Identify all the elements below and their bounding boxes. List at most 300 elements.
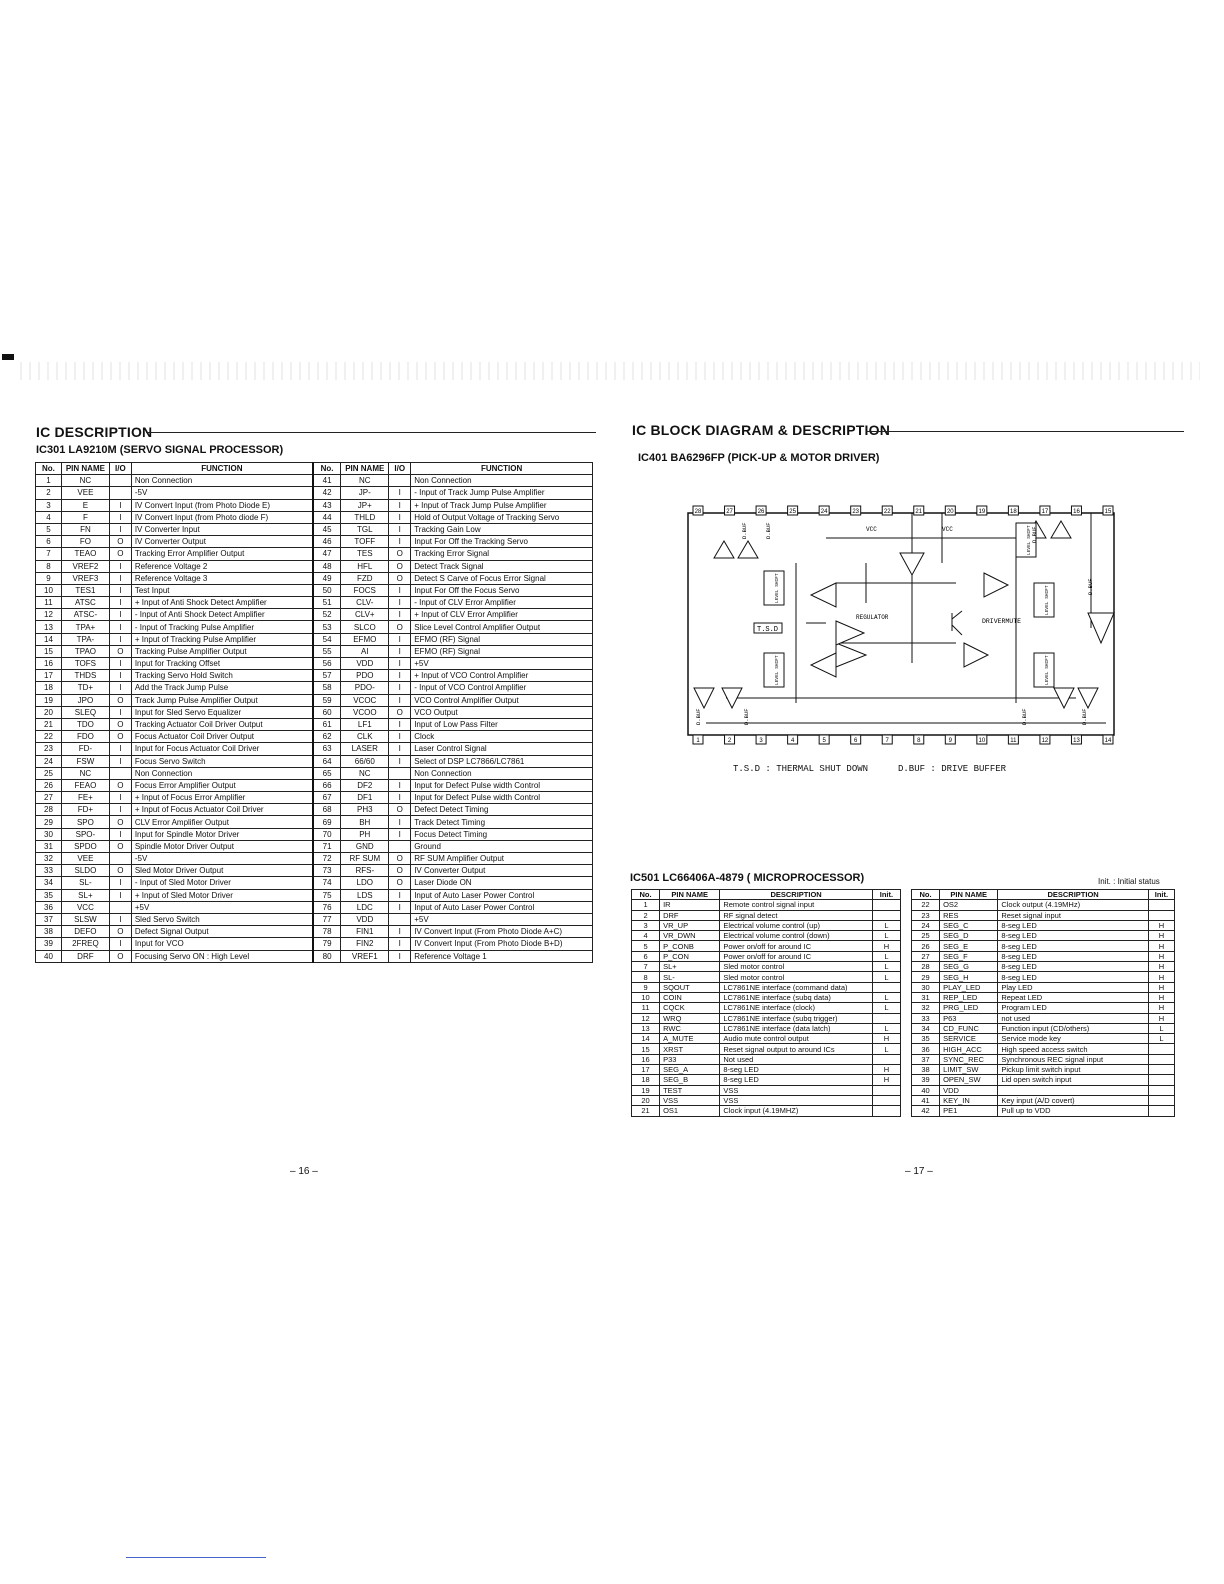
table-row bbox=[36, 840, 593, 852]
table-cell: O bbox=[389, 621, 411, 633]
table-row bbox=[912, 920, 1175, 930]
level-shift-boxes bbox=[764, 523, 1054, 687]
table-cell: I bbox=[109, 584, 131, 596]
table-cell: LIMIT_SW bbox=[940, 1065, 998, 1075]
table-cell: -5V bbox=[131, 487, 313, 499]
table-cell: + Input of Anti Shock Detect Amplifier bbox=[131, 597, 313, 609]
table-cell: P_CONB bbox=[660, 941, 720, 951]
table-cell: 4 bbox=[36, 511, 62, 523]
table-row bbox=[912, 1023, 1175, 1033]
table-cell: Ground bbox=[411, 840, 593, 852]
table-cell: CQCK bbox=[660, 1003, 720, 1013]
table-cell: Tracking Error Signal bbox=[411, 548, 593, 560]
table-cell: VCO Output bbox=[411, 706, 593, 718]
table-cell: HFL bbox=[341, 560, 389, 572]
table-cell: REP_LED bbox=[940, 992, 998, 1002]
table-row bbox=[912, 910, 1175, 920]
right-page-number: – 17 – bbox=[905, 1166, 933, 1177]
ic401-block-diagram bbox=[686, 503, 1122, 749]
table-cell: Audio mute control output bbox=[720, 1034, 873, 1044]
table-cell: 32 bbox=[36, 853, 62, 865]
table-cell: I bbox=[389, 658, 411, 670]
ic501-left-header-row bbox=[632, 890, 901, 900]
table-cell: O bbox=[109, 950, 131, 962]
ic301-pin-table bbox=[35, 462, 593, 963]
table-cell: RFS- bbox=[341, 865, 389, 877]
table-cell bbox=[872, 900, 900, 910]
table-cell: A_MUTE bbox=[660, 1034, 720, 1044]
table-cell: Sled Motor Driver Output bbox=[131, 865, 313, 877]
table-cell: BH bbox=[341, 816, 389, 828]
table-cell: Tracking Servo Hold Switch bbox=[131, 670, 313, 682]
table-cell: SEG_H bbox=[940, 972, 998, 982]
center-buffer bbox=[900, 553, 924, 575]
table-cell: 3 bbox=[632, 920, 660, 930]
table-cell: SLSW bbox=[61, 913, 109, 925]
pin-number: 2 bbox=[727, 738, 732, 744]
table-cell: Focus Servo Switch bbox=[131, 755, 313, 767]
table-cell: SPO- bbox=[61, 828, 109, 840]
table-cell: Play LED bbox=[998, 982, 1149, 992]
table-cell: 42 bbox=[313, 487, 341, 499]
table-row bbox=[912, 1065, 1175, 1075]
header-cell: No. bbox=[313, 463, 341, 475]
table-cell: 9 bbox=[632, 982, 660, 992]
table-cell: 23 bbox=[912, 910, 940, 920]
table-cell: 32 bbox=[912, 1003, 940, 1013]
table-cell: I bbox=[389, 609, 411, 621]
table-cell: 47 bbox=[313, 548, 341, 560]
table-row bbox=[36, 584, 593, 596]
table-cell: 8 bbox=[632, 972, 660, 982]
table-cell: 24 bbox=[912, 920, 940, 930]
pin-number: 19 bbox=[978, 509, 986, 515]
table-cell: - Input of Sled Motor Driver bbox=[131, 877, 313, 889]
table-row bbox=[36, 511, 593, 523]
table-cell: Clock bbox=[411, 731, 593, 743]
table-cell: H bbox=[1148, 982, 1174, 992]
table-cell: FIN2 bbox=[341, 938, 389, 950]
dbuf-bottom-1 bbox=[694, 688, 714, 708]
pin-number: 6 bbox=[854, 738, 858, 744]
table-cell: 41 bbox=[912, 1095, 940, 1105]
table-cell bbox=[389, 475, 411, 487]
table-cell: JP- bbox=[341, 487, 389, 499]
header-cell: FUNCTION bbox=[411, 463, 593, 475]
amp-left-2 bbox=[811, 653, 836, 677]
pin-number: 28 bbox=[694, 509, 702, 515]
table-cell: Detect Track Signal bbox=[411, 560, 593, 572]
table-row bbox=[36, 645, 593, 657]
table-cell: SL- bbox=[61, 877, 109, 889]
table-cell: IV Convert Input (from Photo Diode E) bbox=[131, 499, 313, 511]
amp-right-1 bbox=[984, 573, 1008, 597]
table-row bbox=[632, 1065, 901, 1075]
table-cell: I bbox=[389, 901, 411, 913]
table-cell: I bbox=[109, 743, 131, 755]
table-cell: 60 bbox=[313, 706, 341, 718]
table-row bbox=[36, 670, 593, 682]
table-cell: 44 bbox=[313, 511, 341, 523]
table-cell: I bbox=[389, 633, 411, 645]
table-cell: JPO bbox=[61, 694, 109, 706]
table-cell: LC7861NE interface (data latch) bbox=[720, 1023, 873, 1033]
table-row bbox=[912, 1013, 1175, 1023]
table-row bbox=[632, 1075, 901, 1085]
table-cell: THDS bbox=[61, 670, 109, 682]
table-cell: TES bbox=[341, 548, 389, 560]
table-cell: I bbox=[109, 658, 131, 670]
pin-number: 3 bbox=[759, 738, 763, 744]
table-cell: Input for Sled Servo Equalizer bbox=[131, 706, 313, 718]
table-cell: I bbox=[389, 694, 411, 706]
table-cell: H bbox=[1148, 1013, 1174, 1023]
table-cell: DEFO bbox=[61, 926, 109, 938]
table-cell: 8-seg LED bbox=[998, 972, 1149, 982]
table-cell: 8-seg LED bbox=[720, 1075, 873, 1085]
table-cell: DF2 bbox=[341, 779, 389, 791]
table-cell: Input For Off the Focus Servo bbox=[411, 584, 593, 596]
table-cell: Power on/off for around IC bbox=[720, 941, 873, 951]
table-cell: I bbox=[389, 487, 411, 499]
table-cell: 25 bbox=[36, 767, 62, 779]
table-row bbox=[36, 792, 593, 804]
table-cell bbox=[872, 1095, 900, 1105]
table-cell: 16 bbox=[632, 1054, 660, 1064]
table-cell: LC7861NE interface (clock) bbox=[720, 1003, 873, 1013]
pin-number: 18 bbox=[1010, 509, 1017, 515]
table-cell: L bbox=[872, 951, 900, 961]
table-cell: Input for Defect Pulse width Control bbox=[411, 779, 593, 791]
regulator-amp bbox=[836, 621, 864, 645]
table-cell: XRST bbox=[660, 1044, 720, 1054]
table-cell: H bbox=[872, 941, 900, 951]
table-cell: Clock output (4.19MHz) bbox=[998, 900, 1149, 910]
table-cell: Input of Auto Laser Power Control bbox=[411, 889, 593, 901]
table-row bbox=[36, 536, 593, 548]
header-cell: PIN NAME bbox=[940, 890, 998, 900]
table-cell: I bbox=[109, 560, 131, 572]
drivermute-transistor bbox=[952, 611, 962, 635]
table-cell: DRF bbox=[61, 950, 109, 962]
table-cell: Reference Voltage 2 bbox=[131, 560, 313, 572]
table-cell: SPO bbox=[61, 816, 109, 828]
table-cell: I bbox=[389, 889, 411, 901]
table-cell: Track Jump Pulse Amplifier Output bbox=[131, 694, 313, 706]
table-cell: I bbox=[389, 755, 411, 767]
table-cell: E bbox=[61, 499, 109, 511]
table-cell: SEG_A bbox=[660, 1065, 720, 1075]
table-cell: I bbox=[109, 792, 131, 804]
table-row bbox=[36, 706, 593, 718]
table-cell: TOFS bbox=[61, 658, 109, 670]
table-cell: FIN1 bbox=[341, 926, 389, 938]
table-cell: NC bbox=[61, 767, 109, 779]
table-cell: KEY_IN bbox=[940, 1095, 998, 1105]
table-cell: Input for Spindle Motor Driver bbox=[131, 828, 313, 840]
table-cell: O bbox=[109, 926, 131, 938]
table-cell: 72 bbox=[313, 853, 341, 865]
table-cell: 2FREQ bbox=[61, 938, 109, 950]
table-cell: 6 bbox=[632, 951, 660, 961]
pin-number: 12 bbox=[1041, 738, 1049, 744]
table-row bbox=[36, 926, 593, 938]
table-cell: OS1 bbox=[660, 1106, 720, 1116]
table-row bbox=[36, 889, 593, 901]
table-row bbox=[632, 1003, 901, 1013]
table-cell: Slice Level Control Amplifier Output bbox=[411, 621, 593, 633]
table-cell bbox=[389, 767, 411, 779]
table-cell: Non Connection bbox=[131, 767, 313, 779]
pin-number: 13 bbox=[1073, 738, 1080, 744]
table-cell: L bbox=[1148, 1023, 1174, 1033]
table-cell: Sled motor control bbox=[720, 972, 873, 982]
table-cell: 31 bbox=[36, 840, 62, 852]
table-cell: 16 bbox=[36, 658, 62, 670]
table-cell: L bbox=[1148, 1034, 1174, 1044]
table-cell: SEG_D bbox=[940, 931, 998, 941]
table-cell: 3 bbox=[36, 499, 62, 511]
table-row bbox=[36, 475, 593, 487]
table-cell: 12 bbox=[36, 609, 62, 621]
table-cell: 36 bbox=[912, 1044, 940, 1054]
table-cell: TES1 bbox=[61, 584, 109, 596]
table-cell: PRG_LED bbox=[940, 1003, 998, 1013]
table-cell: 53 bbox=[313, 621, 341, 633]
table-cell: H bbox=[872, 1034, 900, 1044]
table-row bbox=[36, 633, 593, 645]
pin-number: 22 bbox=[883, 509, 891, 515]
table-row bbox=[36, 816, 593, 828]
table-cell: Focusing Servo ON : High Level bbox=[131, 950, 313, 962]
table-cell: O bbox=[109, 816, 131, 828]
table-cell bbox=[109, 475, 131, 487]
table-row bbox=[36, 609, 593, 621]
table-cell: Not used bbox=[720, 1054, 873, 1064]
table-cell: I bbox=[109, 828, 131, 840]
table-cell: H bbox=[1148, 920, 1174, 930]
table-cell: 78 bbox=[313, 926, 341, 938]
table-row bbox=[632, 951, 901, 961]
table-cell: IV Converter Output bbox=[411, 865, 593, 877]
table-row bbox=[36, 877, 593, 889]
table-cell: 76 bbox=[313, 901, 341, 913]
table-cell: H bbox=[1148, 941, 1174, 951]
table-cell: 77 bbox=[313, 913, 341, 925]
table-cell: I bbox=[109, 913, 131, 925]
table-cell: 11 bbox=[632, 1003, 660, 1013]
table-row bbox=[36, 743, 593, 755]
table-cell: TEAO bbox=[61, 548, 109, 560]
table-cell: VDD bbox=[341, 658, 389, 670]
ic-outline bbox=[688, 513, 1114, 735]
pin-number: 25 bbox=[789, 509, 796, 515]
table-row bbox=[36, 901, 593, 913]
table-cell: FN bbox=[61, 523, 109, 535]
table-cell: NC bbox=[341, 475, 389, 487]
table-cell: 15 bbox=[632, 1044, 660, 1054]
level-shift-label-5: LEVEL SHIFT bbox=[1045, 655, 1050, 685]
ic501-right-body bbox=[912, 900, 1175, 1116]
table-cell: IV Convert Input (From Photo Diode A+C) bbox=[411, 926, 593, 938]
table-cell: I bbox=[389, 779, 411, 791]
table-cell: VR_UP bbox=[660, 920, 720, 930]
table-cell: JP+ bbox=[341, 499, 389, 511]
table-cell: O bbox=[109, 718, 131, 730]
table-cell: 57 bbox=[313, 670, 341, 682]
table-cell: L bbox=[872, 1023, 900, 1033]
vcc-label-2: VCC bbox=[942, 526, 953, 533]
table-cell: + Input of CLV Error Amplifier bbox=[411, 609, 593, 621]
pin-number: 27 bbox=[726, 509, 733, 515]
table-cell: SYNC_REC bbox=[940, 1054, 998, 1064]
dbuf-right bbox=[1088, 613, 1114, 643]
table-cell: Sled motor control bbox=[720, 962, 873, 972]
table-cell: L bbox=[872, 992, 900, 1002]
table-cell: O bbox=[389, 706, 411, 718]
table-cell: VEE bbox=[61, 487, 109, 499]
table-cell: I bbox=[109, 682, 131, 694]
table-cell: + Input of Focus Error Amplifier bbox=[131, 792, 313, 804]
table-cell: Non Connection bbox=[411, 767, 593, 779]
level-shift-label-3: LEVEL SHIFT bbox=[1027, 525, 1032, 555]
table-cell: Function input (CD/others) bbox=[998, 1023, 1149, 1033]
table-cell: VSS bbox=[720, 1085, 873, 1095]
bottom-rule bbox=[126, 1557, 266, 1558]
table-cell bbox=[998, 1085, 1149, 1095]
table-cell: 75 bbox=[313, 889, 341, 901]
table-cell: SEG_C bbox=[940, 920, 998, 930]
dbuf-label-8: D.BUF bbox=[1081, 708, 1088, 725]
table-cell: VCC bbox=[61, 901, 109, 913]
table-cell: I bbox=[389, 536, 411, 548]
table-cell: O bbox=[109, 731, 131, 743]
table-cell: 17 bbox=[632, 1065, 660, 1075]
table-cell: - Input of Anti Shock Detect Amplifier bbox=[131, 609, 313, 621]
table-cell: TPAO bbox=[61, 645, 109, 657]
table-cell: 51 bbox=[313, 597, 341, 609]
ic501-right-header-row bbox=[912, 890, 1175, 900]
table-cell bbox=[389, 840, 411, 852]
table-cell: TPA+ bbox=[61, 621, 109, 633]
table-cell: VEE bbox=[61, 853, 109, 865]
table-cell: PH bbox=[341, 828, 389, 840]
table-cell: 8-seg LED bbox=[720, 1065, 873, 1075]
dbuf-label-6: D.BUF bbox=[743, 708, 750, 725]
table-cell: 64 bbox=[313, 755, 341, 767]
table-cell: SL+ bbox=[61, 889, 109, 901]
ic301-title: IC301 LA9210M (SERVO SIGNAL PROCESSOR) bbox=[36, 444, 284, 456]
table-row bbox=[632, 962, 901, 972]
table-cell: Remote control signal input bbox=[720, 900, 873, 910]
table-cell: I bbox=[109, 889, 131, 901]
table-cell: VSS bbox=[660, 1095, 720, 1105]
table-cell: + Input of Tracking Pulse Amplifier bbox=[131, 633, 313, 645]
table-row bbox=[36, 950, 593, 962]
table-cell: 66 bbox=[313, 779, 341, 791]
table-row bbox=[36, 560, 593, 572]
table-cell bbox=[872, 1106, 900, 1116]
header-cell: DESCRIPTION bbox=[998, 890, 1149, 900]
table-cell: O bbox=[109, 840, 131, 852]
table-row bbox=[632, 1106, 901, 1116]
regulator-label: REGULATOR bbox=[856, 614, 889, 621]
pin-number: 5 bbox=[822, 738, 826, 744]
table-cell: 10 bbox=[36, 584, 62, 596]
table-row bbox=[912, 1085, 1175, 1095]
table-cell: 58 bbox=[313, 682, 341, 694]
table-cell: I bbox=[109, 755, 131, 767]
table-cell: I bbox=[109, 633, 131, 645]
table-cell: CLV+ bbox=[341, 609, 389, 621]
table-row bbox=[632, 900, 901, 910]
table-cell: NC bbox=[341, 767, 389, 779]
table-cell bbox=[109, 901, 131, 913]
header-cell: No. bbox=[632, 890, 660, 900]
table-cell: 27 bbox=[36, 792, 62, 804]
table-cell bbox=[1148, 1106, 1174, 1116]
table-cell: 50 bbox=[313, 584, 341, 596]
table-cell: 12 bbox=[632, 1013, 660, 1023]
table-cell: VREF2 bbox=[61, 560, 109, 572]
legend-tsd: T.S.D : THERMAL SHUT DOWN bbox=[733, 764, 869, 774]
table-cell: EFMO (RF) Signal bbox=[411, 633, 593, 645]
table-cell: 74 bbox=[313, 877, 341, 889]
table-cell: IV Converter Input bbox=[131, 523, 313, 535]
table-cell: CLV Error Amplifier Output bbox=[131, 816, 313, 828]
header-cell: PIN NAME bbox=[341, 463, 389, 475]
table-cell: 28 bbox=[36, 804, 62, 816]
dbuf-bottom-4 bbox=[1078, 688, 1098, 708]
table-cell: 11 bbox=[36, 597, 62, 609]
table-cell: ATSC bbox=[61, 597, 109, 609]
table-cell: I bbox=[389, 682, 411, 694]
left-section-title: IC DESCRIPTION bbox=[36, 424, 153, 440]
table-cell: 39 bbox=[36, 938, 62, 950]
table-cell: I bbox=[109, 621, 131, 633]
table-cell: P33 bbox=[660, 1054, 720, 1064]
table-cell: O bbox=[389, 877, 411, 889]
table-cell bbox=[1148, 1054, 1174, 1064]
table-cell: 15 bbox=[36, 645, 62, 657]
left-section-rule bbox=[146, 432, 596, 433]
table-cell: Lid open switch input bbox=[998, 1075, 1149, 1085]
dbuf-label-2: D.BUF bbox=[765, 522, 772, 539]
table-cell: H bbox=[1148, 1003, 1174, 1013]
table-cell: RWC bbox=[660, 1023, 720, 1033]
table-cell: 43 bbox=[313, 499, 341, 511]
table-cell: IR bbox=[660, 900, 720, 910]
table-cell: 20 bbox=[632, 1095, 660, 1105]
table-cell: Pickup limit switch input bbox=[998, 1065, 1149, 1075]
header-cell: DESCRIPTION bbox=[720, 890, 873, 900]
table-cell: Input for Focus Actuator Coil Driver bbox=[131, 743, 313, 755]
table-cell: SERVICE bbox=[940, 1034, 998, 1044]
table-cell: I bbox=[389, 926, 411, 938]
table-row bbox=[912, 1003, 1175, 1013]
table-cell: SQOUT bbox=[660, 982, 720, 992]
table-row bbox=[912, 900, 1175, 910]
table-cell: Reset signal input bbox=[998, 910, 1149, 920]
table-cell: Program LED bbox=[998, 1003, 1149, 1013]
dbuf-label-5: D.BUF bbox=[695, 708, 702, 725]
table-cell: VDD bbox=[341, 913, 389, 925]
table-cell: VCO Control Amplifier Output bbox=[411, 694, 593, 706]
scan-noise-band bbox=[20, 362, 1200, 380]
table-cell: 1 bbox=[36, 475, 62, 487]
table-cell: not used bbox=[998, 1013, 1149, 1023]
table-cell: O bbox=[389, 572, 411, 584]
